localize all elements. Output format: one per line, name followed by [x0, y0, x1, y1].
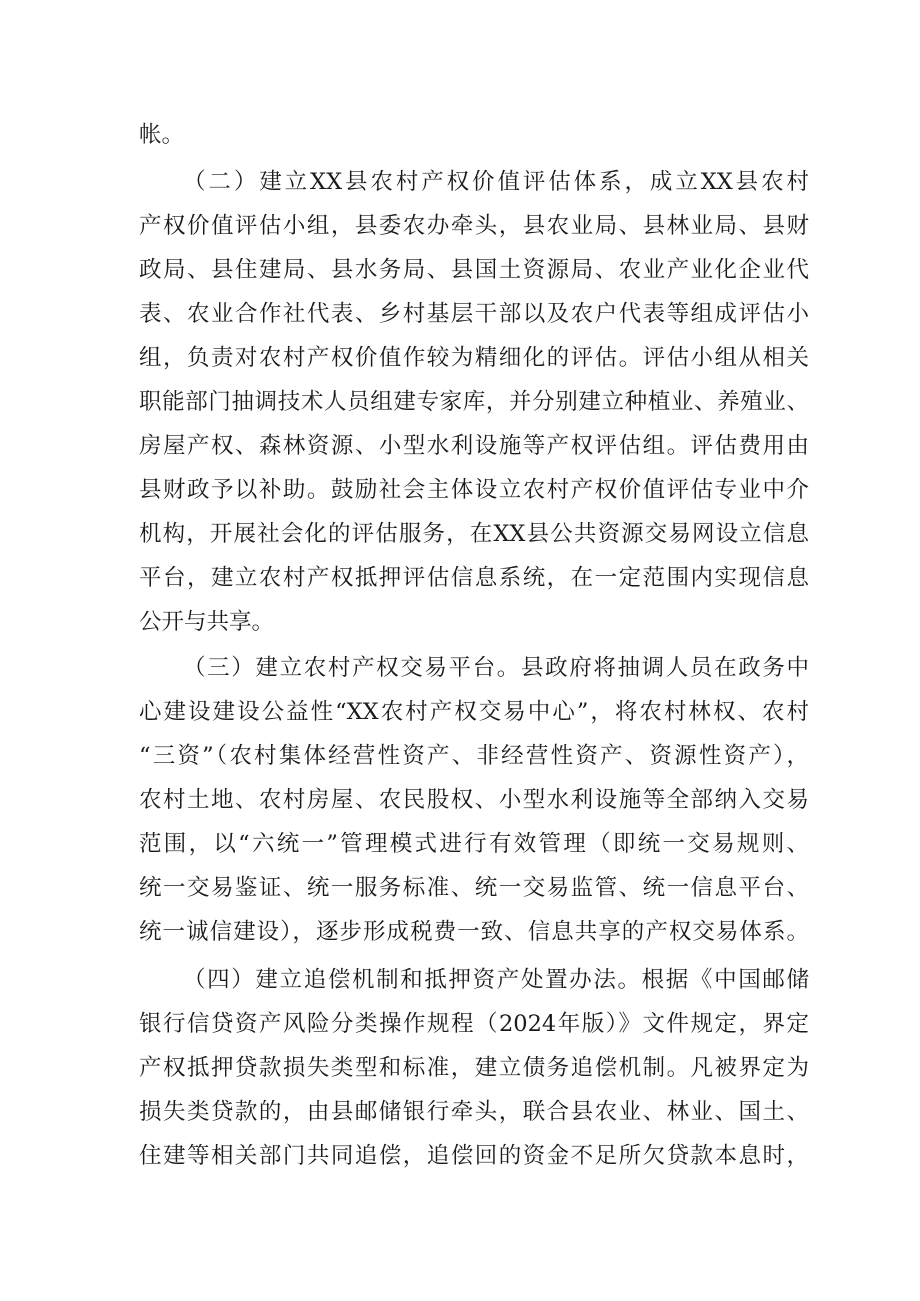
text-line: 县财政予以补助。鼓励社会主体设立农村产权价值评估专业中介 — [139, 477, 809, 503]
text-line: 产权抵押贷款损失类型和标准，建立债务追偿机制。凡被界定为 — [139, 1055, 809, 1081]
text-line: 帐。 — [139, 122, 185, 148]
text-line: 职能部门抽调技术人员组建专家库，并分别建立种植业、养殖业、 — [139, 389, 809, 415]
text-line: 银行信贷资产风险分类操作规程（2024年版）》文件规定，界定 — [139, 1011, 809, 1037]
text-line: 范围，以“六统一”管理模式进行有效管理（即统一交易规则、 — [139, 831, 809, 857]
text-line: 损失类贷款的，由县邮储银行牵头，联合县农业、林业、国土、 — [139, 1099, 809, 1125]
text-line: 公开与共享。 — [139, 609, 275, 635]
paragraph-heading-2: （二）建立XX县农村产权价值评估体系，成立XX县农村 — [183, 169, 809, 195]
text-line: “三资”（农村集体经营性资产、非经营性资产、资源性资产）， — [139, 743, 809, 769]
text-line: 机构，开展社会化的评估服务，在XX县公共资源交易网设立信息 — [139, 521, 809, 547]
text-line: 统一交易鉴证、统一服务标准、统一交易监管、统一信息平台、 — [139, 875, 809, 901]
text-line: 统一诚信建设），逐步形成税费一致、信息共享的产权交易体系。 — [139, 919, 809, 945]
text-line: 农村土地、农村房屋、农民股权、小型水利设施等全部纳入交易 — [139, 787, 809, 813]
text-line: 政局、县住建局、县水务局、县国土资源局、农业产业化企业代 — [139, 257, 809, 283]
paragraph-heading-4: （四）建立追偿机制和抵押资产处置办法。根据《中国邮储 — [183, 967, 809, 993]
text-line: 组，负责对农村产权价值作较为精细化的评估。评估小组从相关 — [139, 345, 809, 371]
text-line: 住建等相关部门共同追偿，追偿回的资金不足所欠贷款本息时， — [139, 1143, 809, 1169]
text-line: 表、农业合作社代表、乡村基层干部以及农户代表等组成评估小 — [139, 301, 809, 327]
text-line: 房屋产权、森林资源、小型水利设施等产权评估组。评估费用由 — [139, 433, 809, 459]
text-line: 产权价值评估小组，县委农办牵头，县农业局、县林业局、县财 — [139, 213, 809, 239]
text-line: 心建设建设公益性“XX农村产权交易中心”，将农村林权、农村 — [139, 699, 809, 725]
paragraph-heading-3: （三）建立农村产权交易平台。县政府将抽调人员在政务中 — [183, 655, 809, 681]
text-line: 平台，建立农村产权抵押评估信息系统，在一定范围内实现信息 — [139, 565, 809, 591]
